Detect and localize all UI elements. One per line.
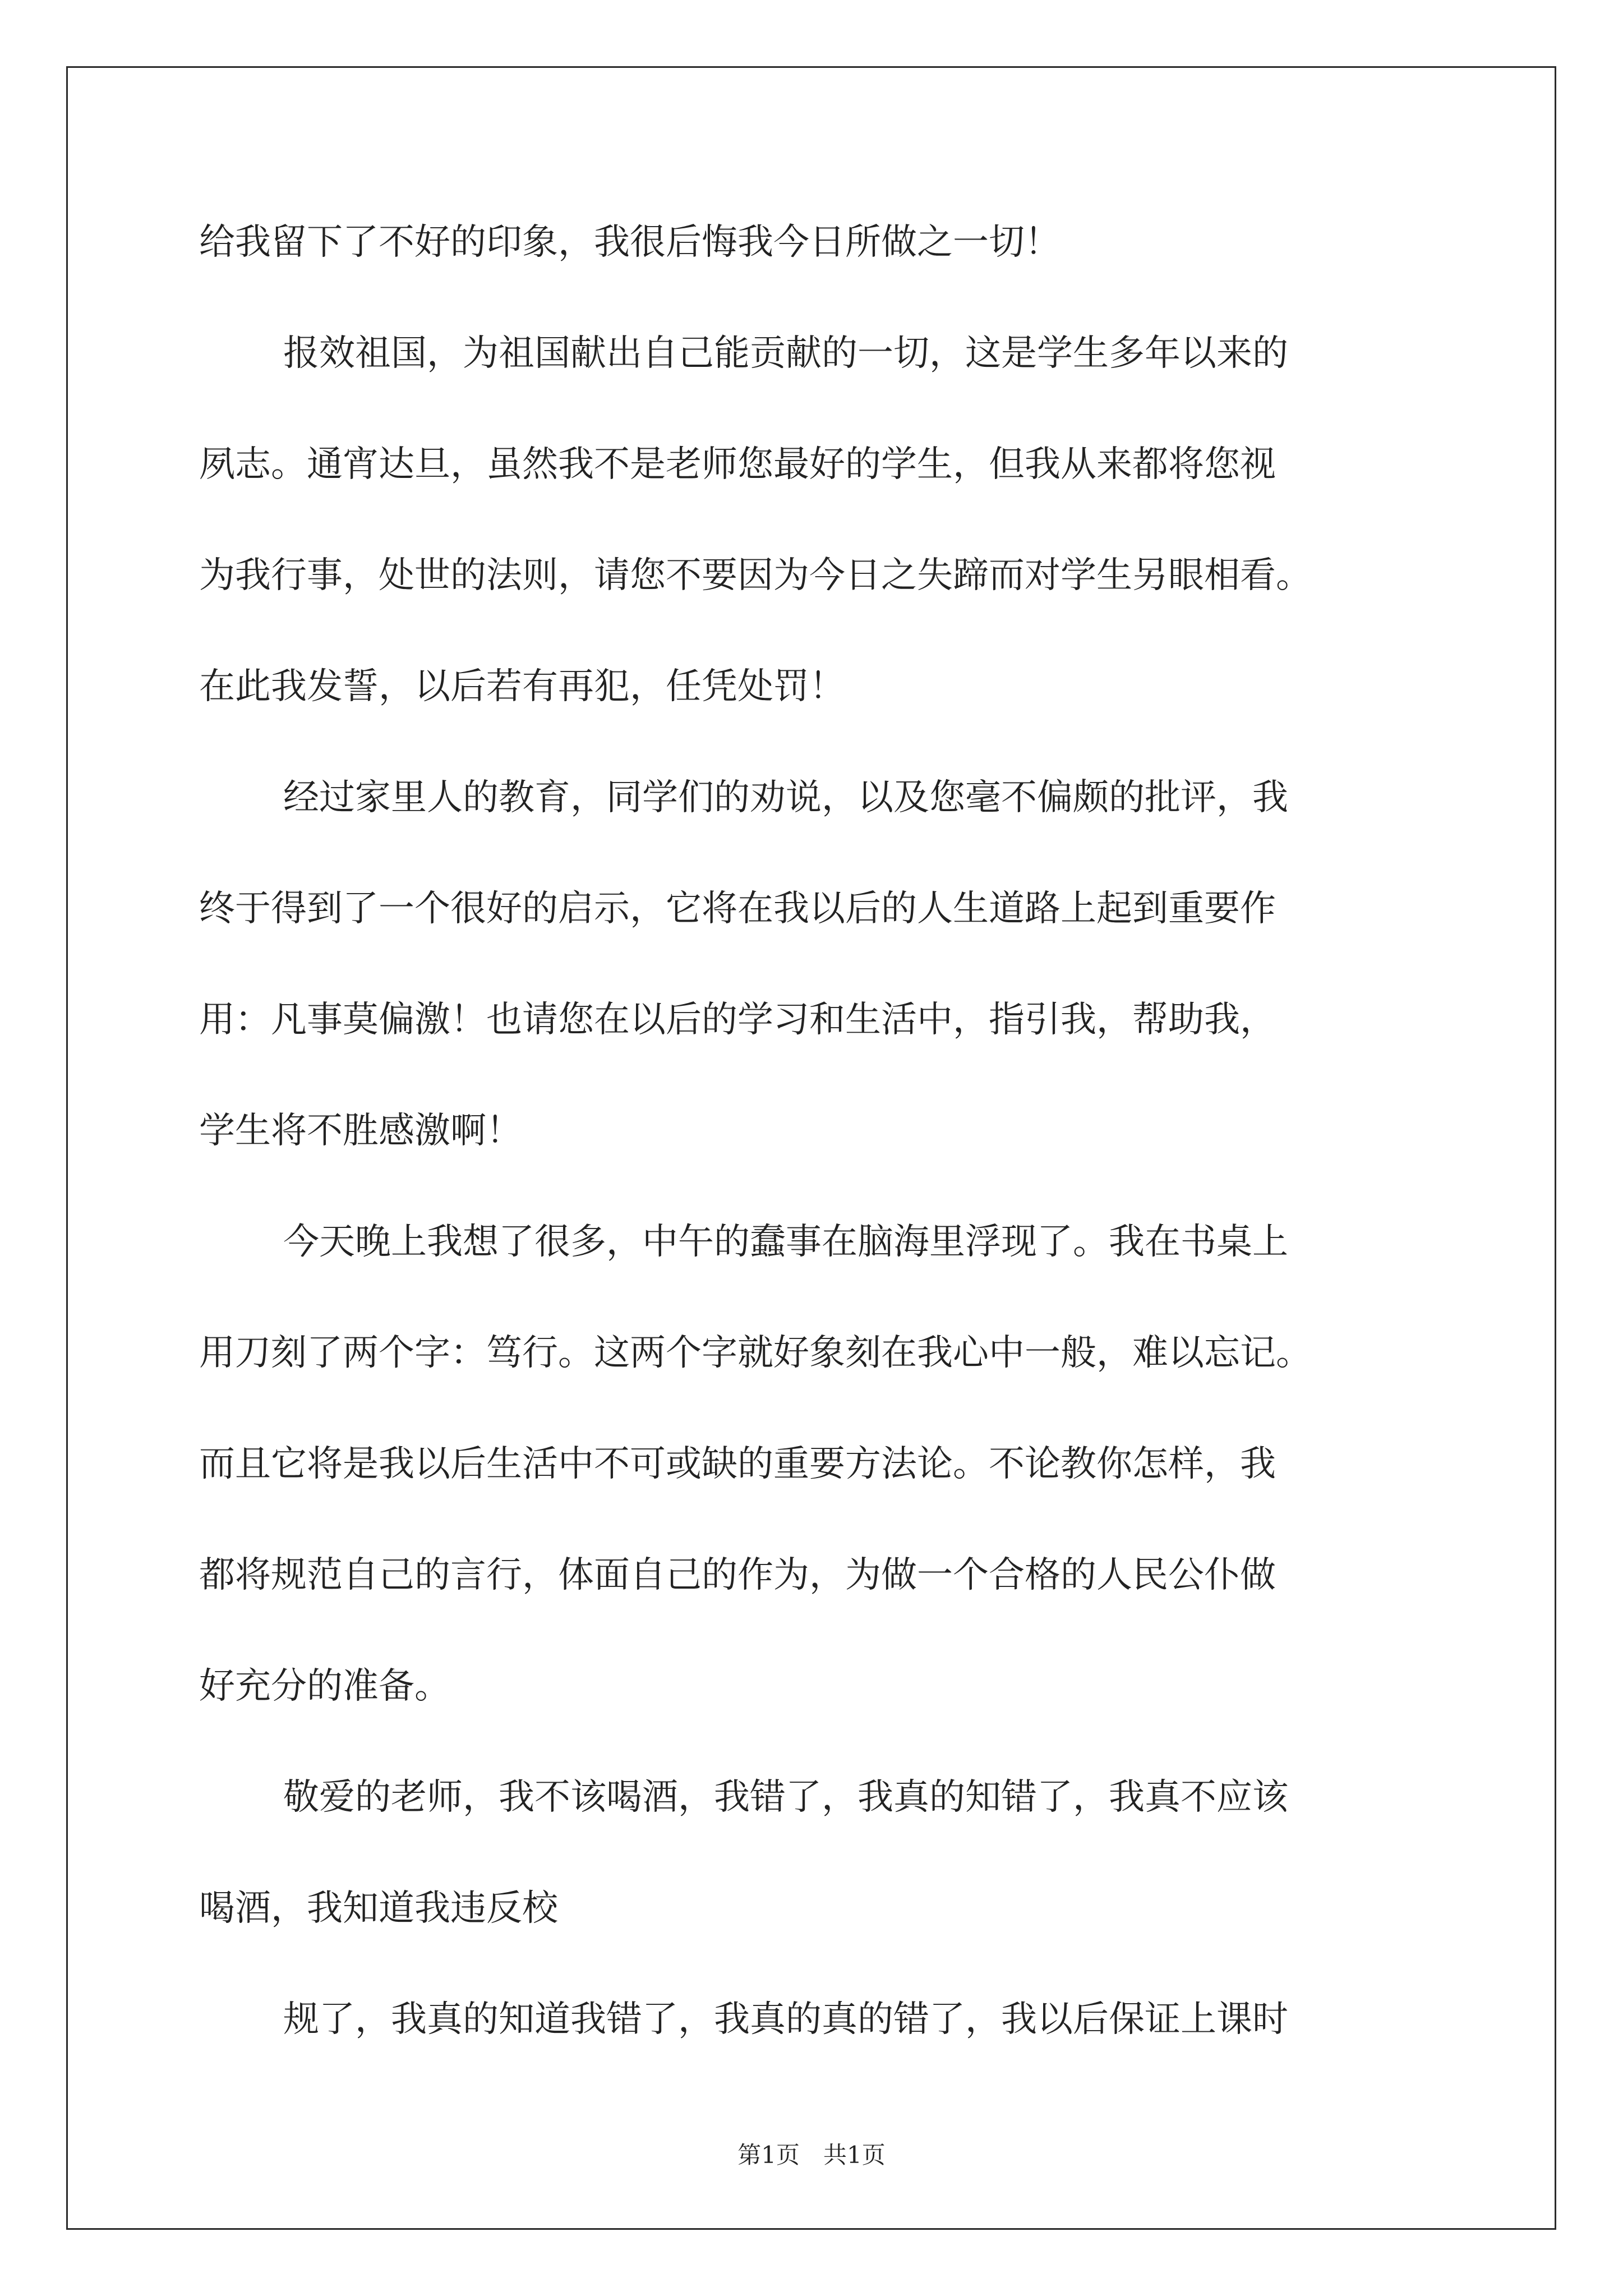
text-line: 报效祖国，为祖国献出自己能贡献的一切，这是学生多年以来的 [283, 333, 1288, 374]
text-line: 好充分的准备。 [199, 1665, 450, 1707]
text-line: 用刀刻了两个字：笃行。这两个字就好象刻在我心中一般，难以忘记。 [199, 1332, 1312, 1374]
text-line: 用：凡事莫偏激！也请您在以后的学习和生活中，指引我，帮助我， [199, 999, 1276, 1041]
text-line: 夙志。通宵达旦，虽然我不是老师您最好的学生，但我从来都将您视 [199, 444, 1276, 485]
text-line: 学生将不胜感激啊！ [199, 1110, 522, 1152]
text-line: 今天晚上我想了很多，中午的蠢事在脑海里浮现了。我在书桌上 [283, 1221, 1288, 1263]
text-line: 在此我发誓，以后若有再犯，任凭处罚！ [199, 666, 845, 707]
document-body [199, 220, 1450, 2108]
text-line: 敬爱的老师，我不该喝酒，我错了，我真的知错了，我真不应该 [283, 1777, 1288, 1818]
text-line: 喝酒，我知道我违反校 [199, 1888, 558, 1929]
text-line: 规了，我真的知道我错了，我真的真的错了，我以后保证上课时 [283, 1999, 1288, 2040]
text-line: 给我留下了不好的印象，我很后悔我今日所做之一切！ [199, 222, 1061, 263]
text-line: 都将规范自己的言行，体面自己的作为，为做一个合格的人民公仆做 [199, 1554, 1276, 1596]
text-line: 为我行事，处世的法则，请您不要因为今日之失蹄而对学生另眼相看。 [199, 555, 1312, 596]
page-number-footer: 第1页 共1页 [737, 2141, 886, 2169]
text-line: 终于得到了一个很好的启示，它将在我以后的人生道路上起到重要作 [199, 888, 1276, 930]
text-line: 而且它将是我以后生活中不可或缺的重要方法论。不论教你怎样，我 [199, 1443, 1276, 1485]
text-line: 经过家里人的教育，同学们的劝说，以及您毫不偏颇的批评，我 [283, 777, 1288, 818]
